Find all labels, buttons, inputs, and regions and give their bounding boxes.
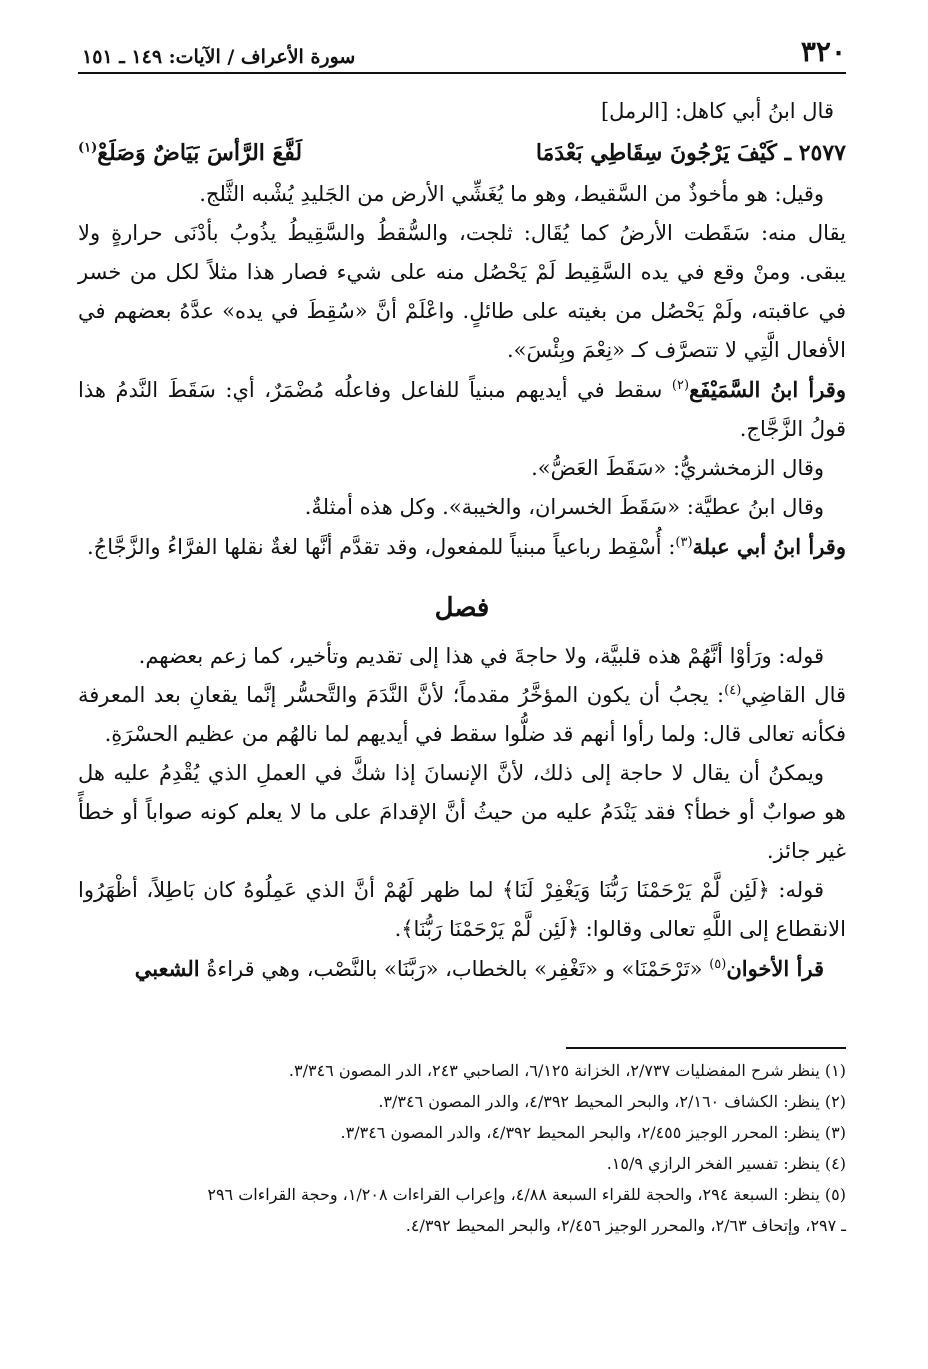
reader-name: وقرأ ابنُ السَّمَيْفَع xyxy=(689,377,846,402)
footnote-2: (٢) ينظر: الكشاف ٢/١٦٠، والبحر المحيط ٤/٣٩٢، والدر المصون ٣/٣٤٦. xyxy=(378,1092,846,1111)
verse-second-text: لَفَّعَ الرَّأسَ بَيَاضٌ وَصَلَعْ xyxy=(97,140,303,166)
footnote-4: (٤) ينظر: تفسير الفخر الرازي ١٥/٩. xyxy=(606,1154,846,1173)
paragraph-ibn-abi-abla: وقرأ ابنُ أبي عبلة$^{(٣)}$: أُسْقِط رباعياً مبنياً للمفعول، وقد تقدَّم أنَّها لغةٌ نقلها الفرَّاءُ والزَّجَّاجُ. xyxy=(87,534,846,559)
running-title: سورة الأعراف / الآيات: ١٤٩ ـ ١٥١ xyxy=(82,46,356,68)
reader-name: الشعبي xyxy=(134,956,200,981)
footnote-5-continued: ـ ٢٩٧، وإتحاف ٢/٦٣، والمحرر الوجيز ٢/٤٥٦، والبحر المحيط ٤/٣٩٢. xyxy=(405,1216,846,1235)
footnote-ref-2: (٢) xyxy=(671,378,690,393)
paragraph-yumkin: ويمكنُ أن يقال لا حاجة إلى ذلك، لأنَّ الإنسانَ إذا شكَّ في العملِ الذي يُقْدِمُ عليه هل هو صوابٌ أو خطأ؟ فقد يَنْدَمُ عليه من حيثُ أنَّ الإقدامَ على ما لا يعلم كونه صواباً أو خطأً غير جائز. xyxy=(78,761,846,863)
paragraph-quran-verse: قوله: ﴿لَئِن لَّمْ يَرْحَمْنَا رَبُّنَا وَيَغْفِرْ لَنَا﴾ لما ظهر لَهُمْ أنَّ الذي عَمِلُوهُ كان بَاطِلاً، أظْهَرُوا الانقطاع إلى اللَّهِ تعالى وقالوا: ﴿لَئِن لَّمْ يَرْحَمْنَا رَبُّنَا﴾. xyxy=(78,878,846,941)
paragraph-ibn-atiyya: وقال ابنُ عطيَّة: «سَقَطَ الخسران، والخيبة». وكل هذه أمثلةٌ. xyxy=(304,495,824,519)
reader-name: وقرأ ابنُ أبي عبلة xyxy=(692,534,846,559)
section-heading: فصل xyxy=(434,593,490,623)
paragraph-ibn-samayfa: وقرأ ابنُ السَّمَيْفَع$^{(٢)}$ سقط في أيديهم مبنياً للفاعل وفاعلُه مُضْمَرٌ، أي: سَقَطَ النَّدمُ هذا قولُ الزَّجَّاج. xyxy=(78,377,846,441)
verse-first-hemistich xyxy=(536,131,846,175)
footnote-divider xyxy=(566,1047,846,1049)
paragraph-qadi: قال القاضِي$^{(٤)}$: يجبُ أن يكون المؤخَّرُ مقدماً؛ لأنَّ النَّدَمَ والتَّحسُّر إنَّما يقعانِ بعد المعرفة فكأنه تعالى قال: ولما رأوا أنهم قد ضلُّوا سقط في أيديهم لما نالهُم من عظيم الحسْرَةِ. xyxy=(78,683,847,746)
poem-intro: قال ابنُ أبي كاهل: [الرمل] xyxy=(600,99,834,123)
footnote-3: (٣) ينظر: المحرر الوجيز ٢/٤٥٥، والبحر المحيط ٤/٣٩٢، والدر المصون ٣/٣٤٦. xyxy=(340,1123,846,1142)
footnote-ref-3: (٣) xyxy=(675,535,693,550)
footnote-ref-1: (١) xyxy=(78,140,98,156)
footnote-1: (١) ينظر شرح المفضليات ٢/٧٣٧، الخزانة ٦/١٢٥، الصاحبي ٢٤٣، الدر المصون ٣/٣٤٦. xyxy=(288,1061,846,1080)
poem-verse xyxy=(78,131,846,175)
page-header xyxy=(78,28,846,74)
paragraph-yuqal: يقال منه: سَقَطت الأرضُ كما يُقَال: ثلجت، والسُّقطُ والسَّقِيطُ يذُوبُ بأدْنَى حرارةٍ ولا يبقى. ومنْ وقع في يده السَّقِيط لَمْ يَحْصُل منه على شيء فصار هذا مثلاً لكل من خسر في عاقبته، ولَمْ يَحْصُل من بغيته على طائلٍ. واعْلَمْ أنَّ «سُقِطَ في يده» عدَّهُ بعضهم في الأفعال الَّتِي لا تتصرَّف كـ «نِعْمَ وبِئْسَ». xyxy=(78,221,846,362)
footnote-ref-5: (٥) xyxy=(709,957,727,972)
verse-second-hemistich xyxy=(78,131,302,175)
main-text xyxy=(78,92,846,989)
paragraph-zamakhshari: وقال الزمخشريُّ: «سَقَطَ العَضُّ». xyxy=(531,456,824,480)
reader-name: قرأ الأخوان xyxy=(726,956,824,981)
footnote-5: (٥) ينظر: السبعة ٢٩٤، والحجة للقراء السبعة ٤/٨٨، وإعراب القراءات ١/٢٠٨، وحجة القراءات ٢٩٦ xyxy=(207,1185,846,1204)
paragraph-qawluh: قوله: ورَأوْا أنَّهُمْ هذه قلبيَّة، ولا حاجةَ في هذا إلى تقديم وتأخير، كما زعم بعضهم. xyxy=(138,644,824,668)
verse-first-text: كَيْفَ يَرْجُونَ سِقَاطِي بَعْدَمَا xyxy=(535,140,777,166)
footnotes xyxy=(78,1055,846,1241)
footnote-ref-4: (٤) xyxy=(724,683,742,698)
page-number: ٣٢٠ xyxy=(800,35,846,68)
paragraph-saqeet: وقيل: هو مأخوذٌ من السَّقيط، وهو ما يُغَشِّي الأرض من الجَليدِ يُشْبه الثَّلج. xyxy=(199,182,824,206)
paragraph-akhawan: قرأ الأخوان$^{(٥)}$ «تَرْحَمْنَا» و «تَغْفِر» بالخطاب، «رَبَّنَا» بالنَّصْب، وهي قراءةُ الشعبي xyxy=(134,956,824,981)
verse-number: ٢٥٧٧ ـ xyxy=(784,140,846,166)
